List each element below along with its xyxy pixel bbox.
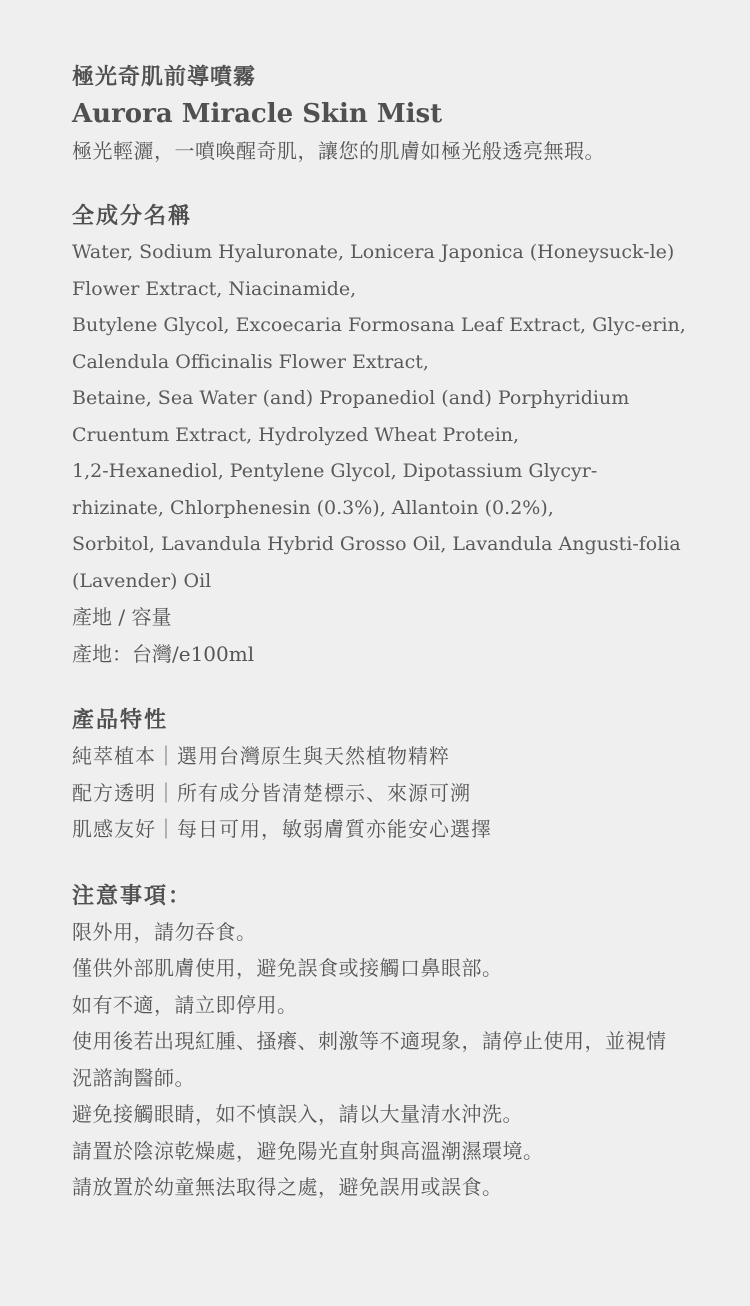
features-section (72, 702, 686, 848)
ingredients-heading: 全成分名稱 (72, 203, 193, 229)
feature-item: 配方透明｜所有成分皆清楚標示、來源可溯 (72, 780, 471, 805)
note-item: 使用後若出現紅腫、搔癢、刺激等不適現象，請停止使用，並視情況諮詢醫師。 (72, 1029, 667, 1090)
note-item: 請置於陰涼乾燥處，避免陽光直射與高溫潮濕環境。 (72, 1138, 544, 1163)
feature-item: 肌感友好｜每日可用，敏弱膚質亦能安心選擇 (72, 817, 492, 841)
ingredients-list (72, 234, 686, 599)
ingredients-paragraph: Water, Sodium Hyaluronate, Lonicera Japonica (Honeysuck-le) Flower Extract, Niacinamide, (72, 241, 675, 300)
note-item: 僅供外部肌膚使用，避免誤食或接觸口鼻眼部。 (72, 956, 503, 980)
ingredients-section (72, 198, 686, 672)
product-header (72, 60, 686, 168)
product-name-en: Aurora Miracle Skin Mist (72, 99, 443, 129)
note-item: 避免接觸眼睛，如不慎誤入，請以大量清水沖洗。 (72, 1102, 523, 1126)
ingredients-paragraph: Betaine, Sea Water (and) Propanediol (and) Porphyridium Cruentum Extract, Hydrolyzed Wheat Protein, (72, 387, 630, 446)
ingredients-paragraph: Sorbitol, Lavandula Hybrid Grosso Oil, Lavandula Angusti-folia (Lavender) Oil (72, 533, 681, 592)
ingredients-paragraph: Butylene Glycol, Excoecaria Formosana Leaf Extract, Glyc-erin, Calendula Officinalis Flower Extract, (72, 314, 686, 373)
note-item: 限外用，請勿吞食。 (72, 919, 257, 944)
note-item: 如有不適，請立即停用。 (72, 992, 298, 1017)
origin-block (72, 599, 686, 672)
feature-item: 純萃植本｜選用台灣原生與天然植物精粹 (72, 744, 450, 768)
origin-value: 產地：台灣/e100ml (72, 641, 255, 666)
notes-heading: 注意事項： (72, 882, 193, 909)
features-heading: 產品特性 (72, 707, 169, 733)
product-tagline: 極光輕灑，一噴喚醒奇肌，讓您的肌膚如極光般透亮無瑕。 (72, 139, 605, 163)
notes-section (72, 878, 686, 1206)
note-item: 請放置於幼童無法取得之處，避免誤用或誤食。 (72, 1175, 503, 1199)
product-name-zh: 極光奇肌前導噴霧 (72, 64, 257, 90)
origin-heading: 產地 / 容量 (72, 605, 172, 629)
ingredients-paragraph: 1,2-Hexanediol, Pentylene Glycol, Dipotassium Glycyr-rhizinate, Chlorphenesin (0.3%), Allantoin (0.2%), (72, 460, 598, 519)
